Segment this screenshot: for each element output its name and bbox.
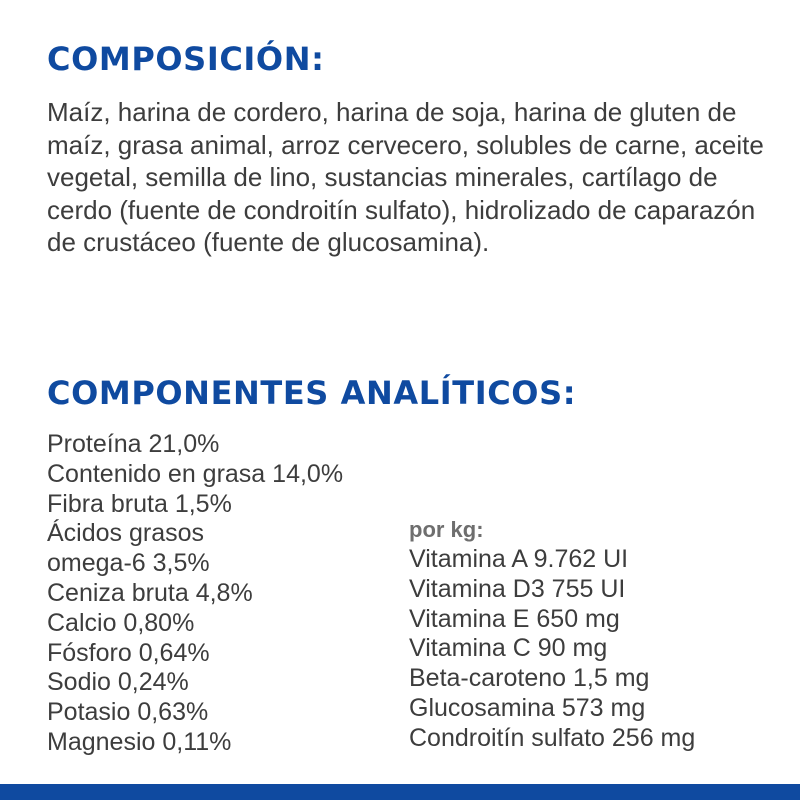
composition-text: Maíz, harina de cordero, harina de soja, harina de gluten de maíz, grasa animal, arroz cervecero, solubles de carne, aceite vegetal, semilla de lino, sustancias minerales, cartílago de cerdo (fuente de condroitín sulfato), hidrolizado de caparazón de crustáceo (fuente de glucosamina). bbox=[47, 97, 764, 257]
analytical-components-heading: COMPONENTES ANALÍTICOS: bbox=[47, 374, 577, 412]
footer-bar bbox=[0, 784, 800, 800]
list-item: Glucosamina 573 mg bbox=[409, 693, 646, 722]
list-item: Vitamina C 90 mg bbox=[409, 634, 608, 663]
analytical-components-list bbox=[47, 430, 343, 758]
list-item: Condroitín sulfato 256 mg bbox=[409, 723, 696, 752]
list-item: Magnesio 0,11% bbox=[47, 727, 232, 756]
list-item: Vitamina D3 755 UI bbox=[409, 574, 626, 603]
list-item: Beta-caroteno 1,5 mg bbox=[409, 664, 650, 693]
composition-heading: COMPOSICIÓN: bbox=[47, 40, 325, 78]
list-item: Vitamina A 9.762 UI bbox=[409, 545, 629, 573]
list-item: Sodio 0,24% bbox=[47, 668, 189, 697]
list-item: Calcio 0,80% bbox=[47, 608, 195, 637]
list-item: Proteína 21,0% bbox=[47, 430, 220, 458]
vitamins-list bbox=[409, 545, 695, 754]
list-item: Fósforo 0,64% bbox=[47, 638, 210, 667]
list-item: Contenido en grasa 14,0% bbox=[47, 459, 344, 488]
list-item: Vitamina E 650 mg bbox=[409, 604, 620, 633]
list-item: Ceniza bruta 4,8% bbox=[47, 578, 253, 607]
per-kg-label: por kg: bbox=[409, 517, 484, 542]
list-item: Fibra bruta 1,5% bbox=[47, 489, 232, 518]
list-item: Ácidos grasos bbox=[47, 519, 205, 548]
list-item: Potasio 0,63% bbox=[47, 698, 209, 727]
list-item: omega-6 3,5% bbox=[47, 549, 210, 578]
